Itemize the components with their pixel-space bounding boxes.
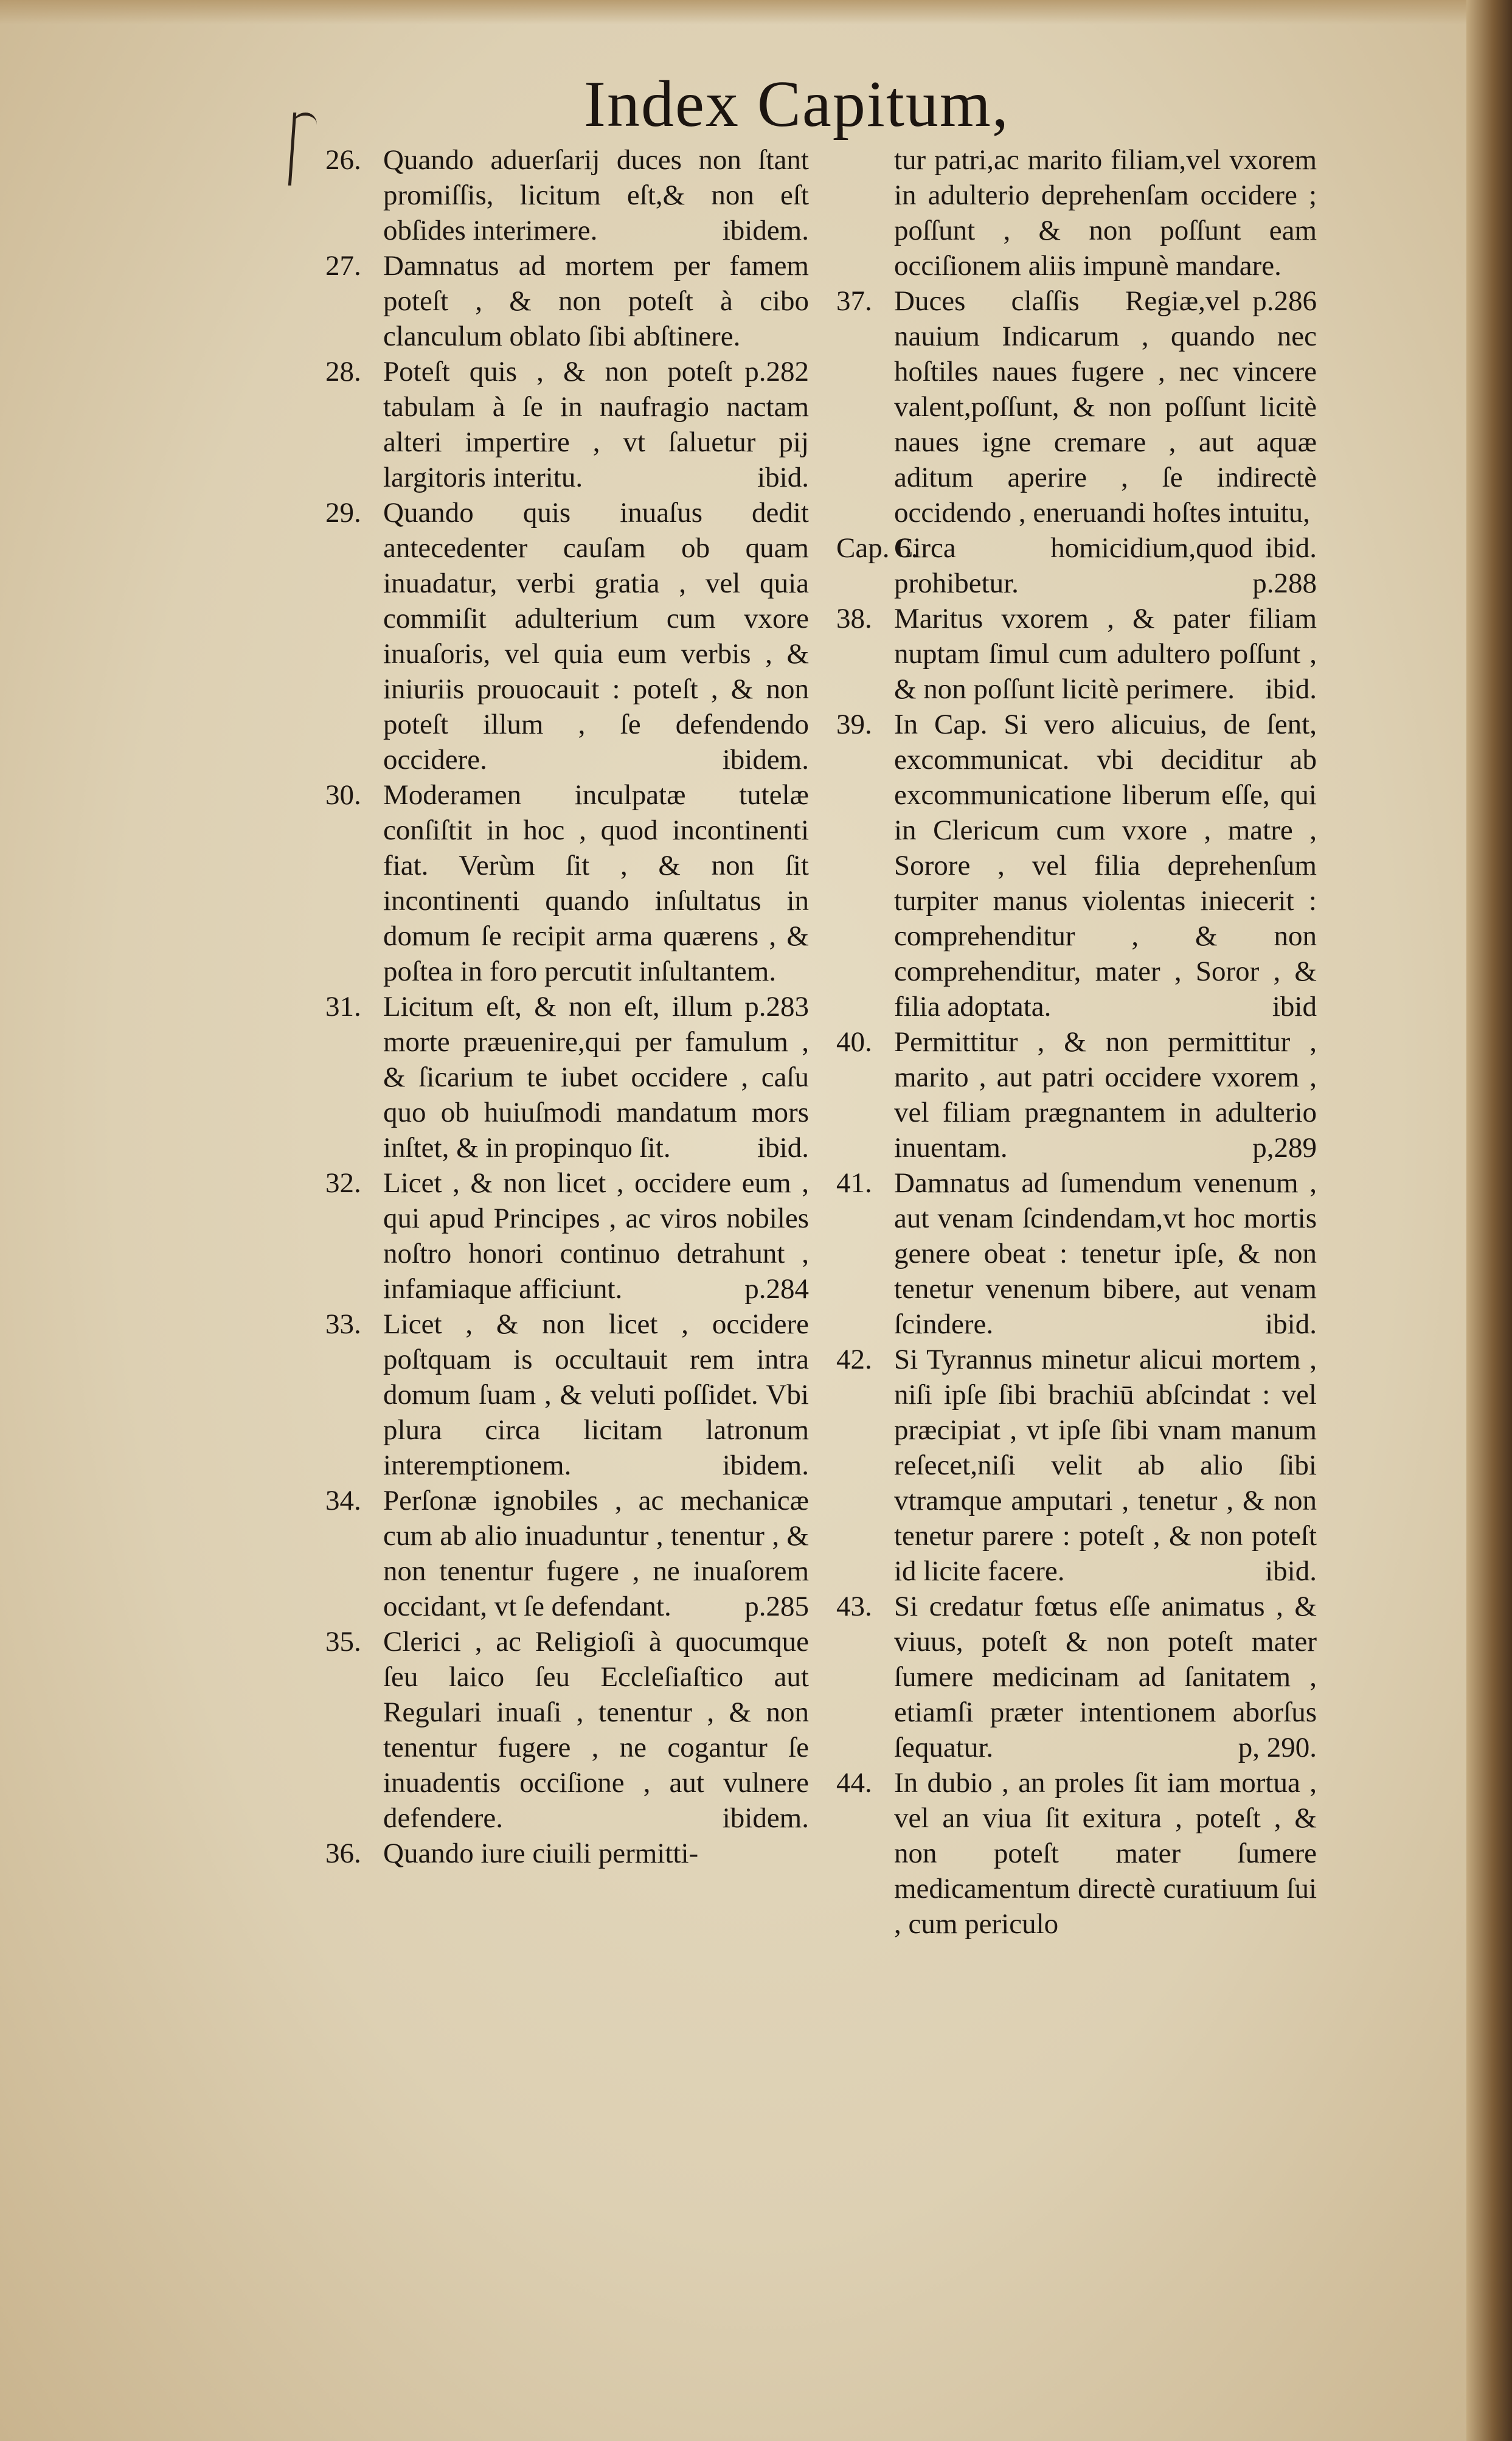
entry-page-reference: p.286: [1252, 285, 1317, 317]
entry-text: In Cap. Si vero alicuius, de ſent, excommunicat. vbi deciditur ab excommunicatione liberum eſſe, qui in Clericum cum vxore , matre , Sorore , vel filia deprehenſum turpiter manus violentas iniecerit : comprehenditur , & non comprehenditur, mater , Soror , & filia adoptata.: [894, 709, 1317, 1023]
entry-number: 29.: [325, 497, 361, 529]
index-entry: [325, 354, 809, 495]
entry-text: Quando quis inuaſus dedit antecedenter cauſam ob quam inuadatur, verbi gratia , vel quia commiſit adulterium cum vxore inuaſoris, vel quia eum verbis , & iniuriis prouocauit : poteſt , & non poteſt illum , ſe defendendo occidere.: [383, 497, 809, 776]
entry-text: Licitum eſt, & non eſt, illum morte præuenire,qui per famulum , & ſicarium te iubet occidere , caſu quo ob huiuſmodi mandatum mors inſtet, & in propinquo ſit.: [383, 991, 809, 1164]
index-entry: [325, 1307, 809, 1483]
entry-text: Permittitur , & non permittitur , marito , aut patri occidere vxorem , vel filiam prægnantem in adulterio inuentam.: [894, 1026, 1317, 1164]
entry-number: 31.: [325, 991, 361, 1023]
index-entry: [836, 530, 1317, 601]
entry-text: Circa homicidium,quod prohibetur.: [894, 532, 1254, 599]
entry-number: 43.: [836, 1591, 872, 1622]
index-entry: [836, 1024, 1317, 1165]
entry-page-reference: ibid.: [1265, 1555, 1317, 1587]
entry-number: 27.: [325, 250, 361, 282]
entry-text: Quando aduerſarij duces non ſtant promiſſis, licitum eſt,& non eſt obſides interimere.: [383, 144, 809, 246]
entry-page-reference: p.282: [744, 356, 809, 387]
handwritten-bracket-mark: [288, 113, 321, 186]
entry-number: 26.: [325, 144, 361, 176]
index-entry: [836, 1342, 1317, 1589]
entry-number: 41.: [836, 1167, 872, 1199]
entry-text: Moderamen inculpatæ tutelæ conſiſtit in hoc , quod incontinenti fiat. Verùm ſit , & non ſit incontinenti quando inſultatus in domum ſe recipit arma quærens , & poſtea in foro percutit inſultantem.: [383, 779, 809, 987]
index-entry: [325, 1624, 809, 1836]
entry-page-reference: ibid: [1272, 991, 1317, 1023]
entry-page-reference: p.288: [1252, 568, 1317, 599]
entry-page-reference: ibidem.: [722, 215, 809, 246]
index-entry: [836, 601, 1317, 707]
entry-number: Cap. 6.: [836, 532, 918, 564]
entry-number: 36.: [325, 1838, 361, 1869]
entry-text: Duces claſſis Regiæ,vel nauium Indicarum , quando nec hoſtiles naues fugere , nec vincere valent,poſſunt, & non poſſunt licitè naues igne cremare , aut aquæ aditum aperire , ſe indirectè occidendo , eneruandi hoſtes intuitu,: [894, 285, 1317, 529]
entry-page-reference: ibid.: [1265, 1308, 1317, 1340]
index-entry: [325, 1836, 809, 1871]
entry-page-reference: ibid.: [1265, 673, 1317, 705]
entry-page-reference: p.285: [744, 1591, 809, 1622]
entry-number: 30.: [325, 779, 361, 811]
index-entry: [325, 495, 809, 777]
entry-number: 44.: [836, 1767, 872, 1799]
entry-number: 35.: [325, 1626, 361, 1658]
index-entry: [836, 1165, 1317, 1342]
index-entry: [836, 1589, 1317, 1765]
entry-text: Licet , & non licet , occidere eum , qui apud Principes , ac viros nobiles noſtro honori continuo detrahunt , infamiaque afficiunt.: [383, 1167, 809, 1305]
entry-text: Si Tyrannus minetur alicui mortem , niſi ipſe ſibi brachiū abſcindat : vel præcipiat , vt ipſe ſibi vnam manum reſecet,niſi velit ab alio ſibi vtramque amputari , tenetur , & non tenetur parere : poteſt , & non poteſt id licite facere.: [894, 1344, 1317, 1587]
entry-number: 28.: [325, 356, 361, 387]
entry-number: 38.: [836, 603, 872, 634]
index-entry: [836, 707, 1317, 1024]
index-entry: [325, 248, 809, 387]
index-entry: [325, 1483, 809, 1624]
entry-number: 40.: [836, 1026, 872, 1058]
entry-page-reference: ibid.: [1265, 532, 1317, 564]
entry-page-reference: p.284: [744, 1273, 809, 1305]
entry-text: Damnatus ad ſumendum venenum , aut venam ſcindendam,vt hoc mortis genere obeat : tenetur ipſe, & non tenetur venenum bibere, aut venam ſcindere.: [894, 1167, 1317, 1340]
index-entry: [325, 989, 809, 1165]
entry-page-reference: p, 290.: [1238, 1732, 1317, 1763]
index-entry: [836, 1765, 1317, 1942]
entry-text: tur patri,ac marito filiam,vel vxorem in adulterio deprehenſam occidere ; poſſunt , & non poſſunt eam occiſionem aliis impunè mandare.: [894, 144, 1317, 282]
entry-page-reference: ibidem.: [722, 744, 809, 776]
page-top-edge: [0, 0, 1512, 24]
entry-text: Licet , & non licet , occidere poſtquam is occultauit rem intra domum ſuam , & veluti poſſidet. Vbi plura circa licitam latronum interemptionem.: [383, 1308, 809, 1481]
entry-page-reference: ibid.: [757, 1132, 809, 1164]
entry-page-reference: p,289: [1252, 1132, 1317, 1164]
entry-page-reference: ibid.: [757, 462, 809, 493]
entry-text: Damnatus ad mortem per famem poteſt , & non poteſt à cibo clanculum oblato ſibi abſtinere.: [383, 250, 809, 352]
entry-page-reference: p.283: [744, 991, 809, 1023]
entry-number: 39.: [836, 709, 872, 740]
entry-text: In dubio , an proles ſit iam mortua , vel an viua ſit exitura , poteſt , & non poteſt mater ſumere medicamentum directè curatiuum ſui , cum periculo: [894, 1767, 1317, 1940]
entry-text: Poteſt quis , & non poteſt tabulam à ſe in naufragio nactam alteri impertire , vt ſaluetur pij largitoris interitu.: [383, 356, 809, 493]
entry-number: 42.: [836, 1344, 872, 1375]
index-entry: [325, 1165, 809, 1307]
entry-number: 32.: [325, 1167, 361, 1199]
page-right-edge: [1466, 0, 1512, 2441]
entry-text: Si credatur fœtus eſſe animatus , & viuus, poteſt & non poteſt mater ſumere medicinam ad ſanitatem , etiamſi præter intentionem aborſus ſequatur.: [894, 1591, 1317, 1763]
right-column: [836, 142, 1317, 1942]
entry-page-reference: ibidem.: [722, 1802, 809, 1834]
left-column: [325, 142, 809, 1871]
entry-text: Maritus vxorem , & pater filiam nuptam ſimul cum adultero poſſunt , & non poſſunt licitè perimere.: [894, 603, 1317, 705]
entry-text: Quando iure ciuili permitti-: [383, 1838, 699, 1869]
entry-number: 37.: [836, 285, 872, 317]
index-entry: [325, 142, 809, 248]
entry-number: 33.: [325, 1308, 361, 1340]
page-title: Index Capitum,: [584, 68, 1010, 141]
entry-text: Perſonæ ignobiles , ac mechanicæ cum ab alio inuaduntur , tenentur , & non tenentur fugere , ne inuaſorem occidant, vt ſe defendant.: [383, 1485, 809, 1622]
entry-number: 34.: [325, 1485, 361, 1516]
entry-page-reference: ibidem.: [722, 1450, 809, 1481]
entry-text: Clerici , ac Religioſi à quocumque ſeu laico ſeu Eccleſiaſtico aut Regulari inuaſi , tenentur , & non tenentur fugere , ne cogantur ſe inuadentis occiſione , aut vulnere defendere.: [383, 1626, 809, 1834]
